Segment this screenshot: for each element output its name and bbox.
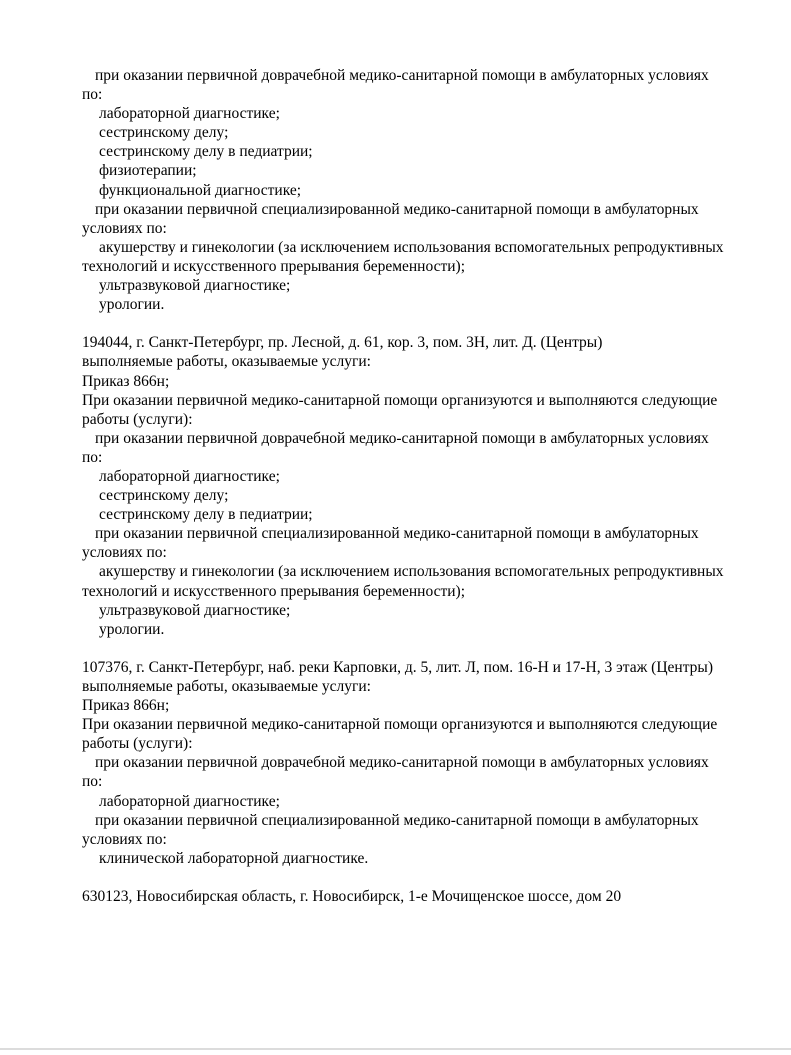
text-line: выполняемые работы, оказываемые услуги:: [82, 678, 371, 695]
text-line: условиях по:: [82, 544, 167, 562]
address-block-novosibirsk: [82, 887, 772, 906]
text-line: условиях по:: [82, 219, 167, 237]
text-line: сестринскому делу в педиатрии;: [99, 506, 313, 524]
text-line: 107376, г. Санкт-Петербург, наб. реки Карповки, д. 5, лит. Л, пом. 16-Н и 17-Н, 3 этаж (Центры): [82, 658, 713, 676]
text-line: по:: [82, 448, 103, 466]
text-line: при оказании первичной специализированной медико-санитарной помощи в амбулаторных: [95, 525, 699, 543]
services-list-continuation: [82, 66, 772, 314]
text-line: ультразвуковой диагностике;: [99, 277, 291, 295]
text-line: физиотерапии;: [99, 162, 197, 180]
text-line: работы (услуги):: [82, 735, 193, 753]
text-line: акушерству и гинекологии (за исключением использования вспомогательных репродуктивных: [99, 238, 724, 256]
text-line: при оказании первичной доврачебной медико-санитарной помощи в амбулаторных условиях: [95, 429, 709, 447]
text-line: при оказании первичной специализированной медико-санитарной помощи в амбулаторных: [95, 200, 699, 218]
text-line: При оказании первичной медико-санитарной помощи организуются и выполняются следующие: [82, 716, 718, 734]
address-block-karpovka: [82, 658, 772, 868]
document-content: [82, 66, 772, 906]
text-line: условиях по:: [82, 830, 167, 848]
text-line: урологии.: [99, 296, 165, 314]
text-line: Приказ 866н;: [82, 697, 170, 715]
text-line: сестринскому делу;: [99, 487, 229, 505]
text-line: при оказании первичной доврачебной медико-санитарной помощи в амбулаторных условиях: [95, 754, 709, 772]
text-line: по:: [82, 86, 103, 104]
text-line: при оказании первичной специализированной медико-санитарной помощи в амбулаторных: [95, 811, 699, 829]
text-line: При оказании первичной медико-санитарной помощи организуются и выполняются следующие: [82, 391, 718, 409]
text-line: сестринскому делу;: [99, 124, 229, 142]
text-line: работы (услуги):: [82, 410, 193, 428]
text-line: технологий и искусственного прерывания беременности);: [82, 582, 466, 600]
text-line: сестринскому делу в педиатрии;: [99, 143, 313, 161]
text-line: урологии.: [99, 620, 165, 638]
text-line: акушерству и гинекологии (за исключением использования вспомогательных репродуктивных: [99, 563, 724, 581]
text-line: лабораторной диагностике;: [99, 792, 280, 810]
bottom-divider: [0, 1048, 791, 1050]
text-line: технологий и искусственного прерывания беременности);: [82, 257, 466, 275]
text-line: лабораторной диагностике;: [99, 105, 280, 123]
text-line: лабораторной диагностике;: [99, 467, 280, 485]
text-line: выполняемые работы, оказываемые услуги:: [82, 353, 371, 371]
text-line: Приказ 866н;: [82, 372, 170, 390]
text-line: клинической лабораторной диагностике.: [99, 849, 369, 867]
text-line: 630123, Новосибирская область, г. Новосибирск, 1-е Мочищенское шоссе, дом 20: [82, 888, 622, 906]
text-line: по:: [82, 773, 103, 791]
address-block-lesnoy: [82, 333, 772, 639]
text-line: функциональной диагностике;: [99, 181, 302, 199]
text-line: 194044, г. Санкт-Петербург, пр. Лесной, д. 61, кор. 3, пом. 3Н, лит. Д. (Центры): [82, 334, 603, 352]
text-line: ультразвуковой диагностике;: [99, 601, 291, 619]
text-line: при оказании первичной доврачебной медико-санитарной помощи в амбулаторных условиях: [95, 67, 709, 84]
